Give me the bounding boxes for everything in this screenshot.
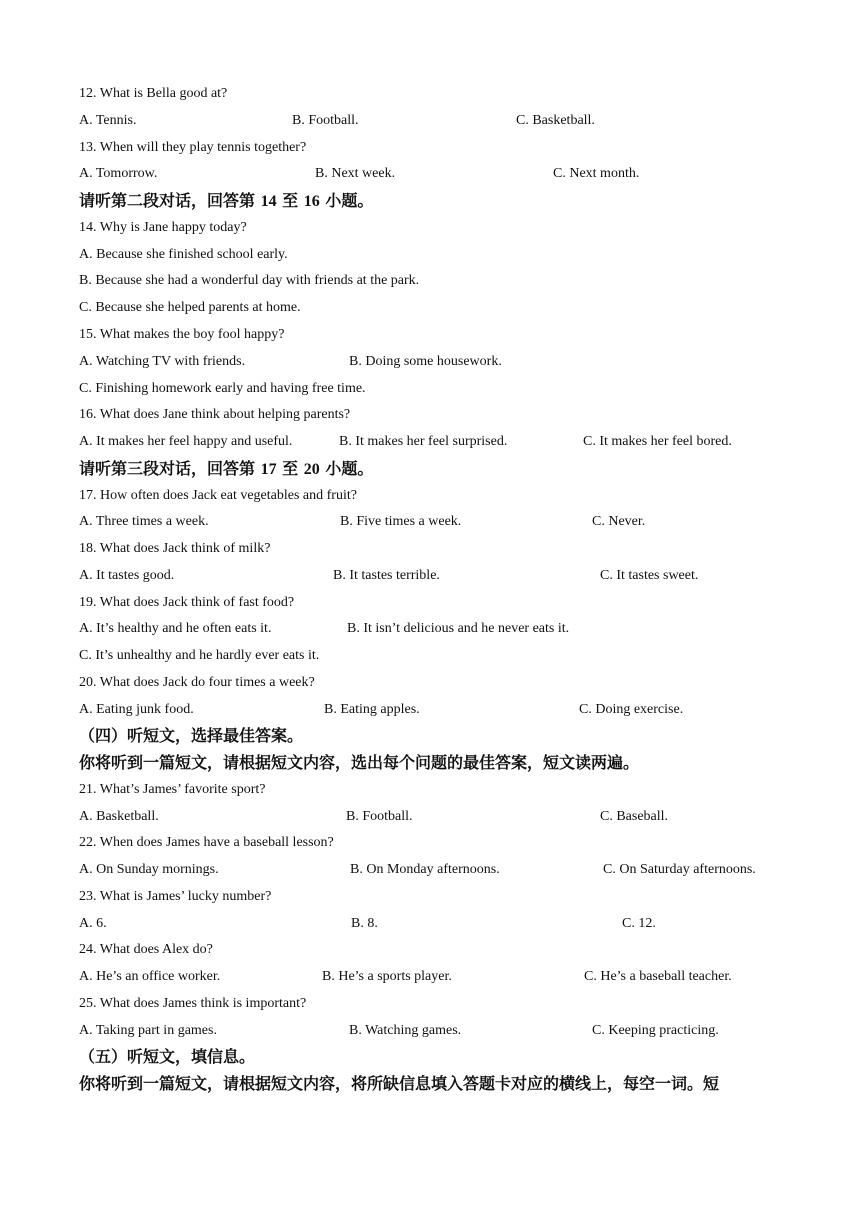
question-17: 17. How often does Jack eat vegetables and fruit? [79, 488, 357, 503]
option-a: A. Taking part in games. [79, 1023, 217, 1038]
option-b: B. Eating apples. [324, 702, 420, 717]
question-16: 16. What does Jane think about helping parents? [79, 407, 351, 422]
option-a: A. Because she finished school early. [79, 247, 288, 262]
option-a: A. Basketball. [79, 809, 159, 824]
question-15: 15. What makes the boy fool happy? [79, 327, 285, 342]
dialog-2-heading [79, 191, 373, 212]
question-16-options [79, 433, 779, 451]
option-c: C. He’s a baseball teacher. [584, 969, 732, 984]
question-22-options [79, 861, 779, 879]
option-c: C. It makes her feel bored. [583, 434, 732, 449]
option-a: A. Tomorrow. [79, 166, 158, 181]
section-4-instructions: 你将听到一篇短文，请根据短文内容，选出每个问题的最佳答案，短文读两遍。 [79, 753, 640, 772]
option-b: B. On Monday afternoons. [350, 862, 500, 877]
question-12-options [79, 112, 779, 130]
option-c: C. Never. [592, 514, 646, 529]
option-c: C. Next month. [553, 166, 640, 181]
question-18: 18. What does Jack think of milk? [79, 541, 271, 556]
question-18-options [79, 567, 779, 585]
heading-text: 至 [282, 459, 299, 478]
section-5-instructions: 你将听到一篇短文，请根据短文内容，将所缺信息填入答题卡对应的横线上，每空一词。短 [79, 1074, 720, 1093]
section-5-title: （五）听短文，填信息。 [79, 1047, 256, 1066]
section-4-title: （四）听短文，选择最佳答案。 [79, 726, 304, 745]
option-b: B. Watching games. [349, 1023, 462, 1038]
question-20: 20. What does Jack do four times a week? [79, 675, 315, 690]
option-a: A. 6. [79, 916, 107, 931]
option-a: A. Tennis. [79, 113, 137, 128]
dialog-3-heading [79, 459, 373, 480]
question-19: 19. What does Jack think of fast food? [79, 595, 295, 610]
question-21-options [79, 808, 779, 826]
option-c: C. It tastes sweet. [600, 568, 699, 583]
option-a: A. It tastes good. [79, 568, 175, 583]
heading-text: 请听第二段对话，回答第 [79, 191, 256, 210]
option-a: A. He’s an office worker. [79, 969, 221, 984]
question-22: 22. When does James have a baseball lesson? [79, 835, 334, 850]
option-b: B. Doing some housework. [349, 354, 502, 369]
option-a: A. Watching TV with friends. [79, 354, 246, 369]
question-14: 14. Why is Jane happy today? [79, 220, 247, 235]
option-c: C. It’s unhealthy and he hardly ever eats it. [79, 648, 320, 663]
option-a: A. On Sunday mornings. [79, 862, 219, 877]
option-a: A. It makes her feel happy and useful. [79, 434, 293, 449]
heading-text: 至 [282, 191, 299, 210]
question-17-options [79, 513, 779, 531]
question-24-options [79, 968, 779, 986]
heading-text: 小题。 [325, 459, 374, 478]
option-c: C. Keeping practicing. [592, 1023, 719, 1038]
option-c: C. On Saturday afternoons. [603, 862, 756, 877]
option-b: B. Football. [346, 809, 413, 824]
question-24: 24. What does Alex do? [79, 942, 213, 957]
option-b: B. It isn’t delicious and he never eats it. [347, 621, 570, 636]
option-c: C. Because she helped parents at home. [79, 300, 301, 315]
option-c: C. Baseball. [600, 809, 669, 824]
question-19-options [79, 620, 779, 638]
heading-number: 14 [260, 193, 277, 210]
heading-text: 小题。 [325, 191, 374, 210]
option-a: A. Three times a week. [79, 514, 209, 529]
question-13-options [79, 165, 779, 183]
question-23-options [79, 915, 779, 933]
question-23: 23. What is James’ lucky number? [79, 889, 272, 904]
option-c: C. Doing exercise. [579, 702, 684, 717]
option-c: C. Basketball. [516, 113, 595, 128]
question-13: 13. When will they play tennis together? [79, 140, 307, 155]
question-25: 25. What does James think is important? [79, 996, 307, 1011]
option-b: B. It makes her feel surprised. [339, 434, 508, 449]
option-b: B. Football. [292, 113, 359, 128]
heading-number: 17 [260, 461, 277, 478]
question-15-options [79, 353, 779, 371]
question-12: 12. What is Bella good at? [79, 86, 228, 101]
option-b: B. Five times a week. [340, 514, 462, 529]
heading-number: 16 [303, 193, 320, 210]
option-c: C. 12. [622, 916, 656, 931]
option-b: B. 8. [351, 916, 378, 931]
heading-text: 请听第三段对话，回答第 [79, 459, 256, 478]
option-c: C. Finishing homework early and having free time. [79, 381, 366, 396]
question-21: 21. What’s James’ favorite sport? [79, 782, 266, 797]
option-b: B. Next week. [315, 166, 396, 181]
option-b: B. He’s a sports player. [322, 969, 452, 984]
heading-number: 20 [303, 461, 320, 478]
option-a: A. It’s healthy and he often eats it. [79, 621, 272, 636]
question-20-options [79, 701, 779, 719]
question-25-options [79, 1022, 779, 1040]
option-b: B. It tastes terrible. [333, 568, 440, 583]
option-a: A. Eating junk food. [79, 702, 194, 717]
option-b: B. Because she had a wonderful day with friends at the park. [79, 273, 420, 288]
